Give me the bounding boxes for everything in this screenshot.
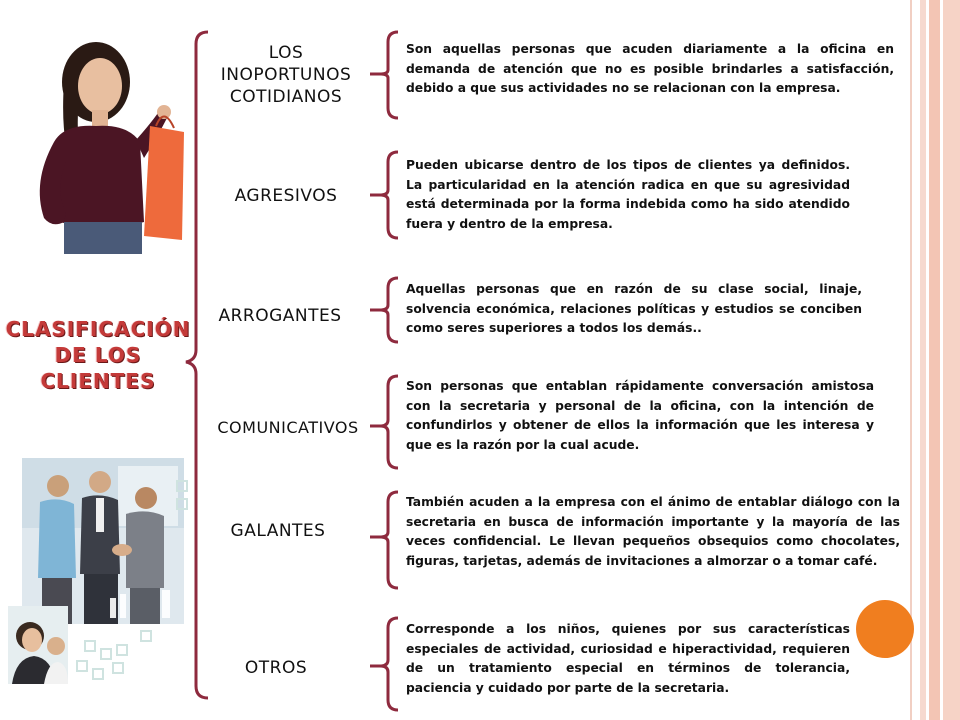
bracket-otros [380, 618, 398, 710]
decorative-square [116, 644, 128, 656]
photo-smiling-women [8, 606, 68, 684]
women-illustration [8, 606, 68, 684]
category-name-line: COMUNICATIVOS [217, 418, 359, 437]
title-line-2: DE LOS [54, 343, 142, 367]
woman-illustration [4, 22, 188, 254]
category-name-line: AGRESIVOS [234, 186, 338, 206]
category-galantes [200, 520, 356, 542]
decorative-square [84, 640, 96, 652]
decorative-square [140, 630, 152, 642]
bracket-arrogantes [380, 278, 398, 342]
category-otros [198, 657, 354, 679]
category-comunicativos [202, 417, 374, 439]
category-name-line: INOPORTUNOS [220, 65, 352, 85]
category-name-line: ARROGANTES [218, 306, 342, 326]
description-galantes: También acuden a la empresa con el ánimo de entablar diálogo con la secretaria en busca de información importante y la mayoría de las veces confidencial. Le llevan pequeños obsequios como chocolates, figuras, tarjetas, además de invitaciones a almorzar o a tomar café. [406, 495, 900, 568]
bracket-galantes [380, 492, 398, 588]
photo-business-handshake [22, 458, 184, 624]
decorative-square [176, 498, 188, 510]
description-otros: Corresponde a los niños, quienes por sus características especiales de actividad, curiosidad e hiperactividad, requieren de un tratamiento especial en términos de tolerancia, paciencia y cuidado por parte de la secretaria. [406, 622, 850, 695]
photo-woman-shopping-bag [4, 22, 188, 254]
description-arrogantes: Aquellas personas que en razón de su clase social, linaje, solvencia económica, relaciones políticas y estudios se conciben como seres superiores a todos los demás.. [406, 282, 862, 335]
decorative-square [76, 660, 88, 672]
description-inoportunos-cotidianos: Son aquellas personas que acuden diariamente a la oficina en demanda de atención que no es posible brindarles a satisfacción, debido a que sus actividades no se relacionan con la empresa. [406, 42, 894, 95]
diagram-title [4, 316, 192, 394]
bracket-comunicativos [380, 376, 398, 468]
accent-circle [856, 600, 914, 658]
handshake-illustration [22, 458, 184, 624]
decorative-square [92, 668, 104, 680]
decorative-square [176, 480, 188, 492]
category-agresivos [204, 185, 368, 207]
category-name-line: GALANTES [230, 521, 326, 541]
decorative-square [100, 648, 112, 660]
category-inoportunos-cotidianos [204, 42, 368, 108]
title-line-1: CLASIFICACIÓN [5, 317, 191, 341]
title-line-3: CLIENTES [40, 369, 156, 393]
category-name-line: OTROS [244, 658, 308, 678]
description-comunicativos: Son personas que entablan rápidamente conversación amistosa con la secretaria y personal de la oficina, con la intención de confundirlos y obtener de ellos la información que les interesa y que es la razón por la cual acude. [406, 379, 874, 452]
description-agresivos: Pueden ubicarse dentro de los tipos de clientes ya definidos. La particularidad en la atención radica en que su agresividad está determinada por la forma indebida como ha sido atendido fuera y dentro de la empresa. [406, 158, 850, 231]
category-name-line: COTIDIANOS [229, 87, 343, 107]
category-name-line: LOS [268, 43, 304, 63]
category-arrogantes [200, 305, 360, 327]
bracket-agresivos [380, 152, 398, 238]
decorative-square [112, 662, 124, 674]
bracket-inoportunos [380, 32, 398, 118]
